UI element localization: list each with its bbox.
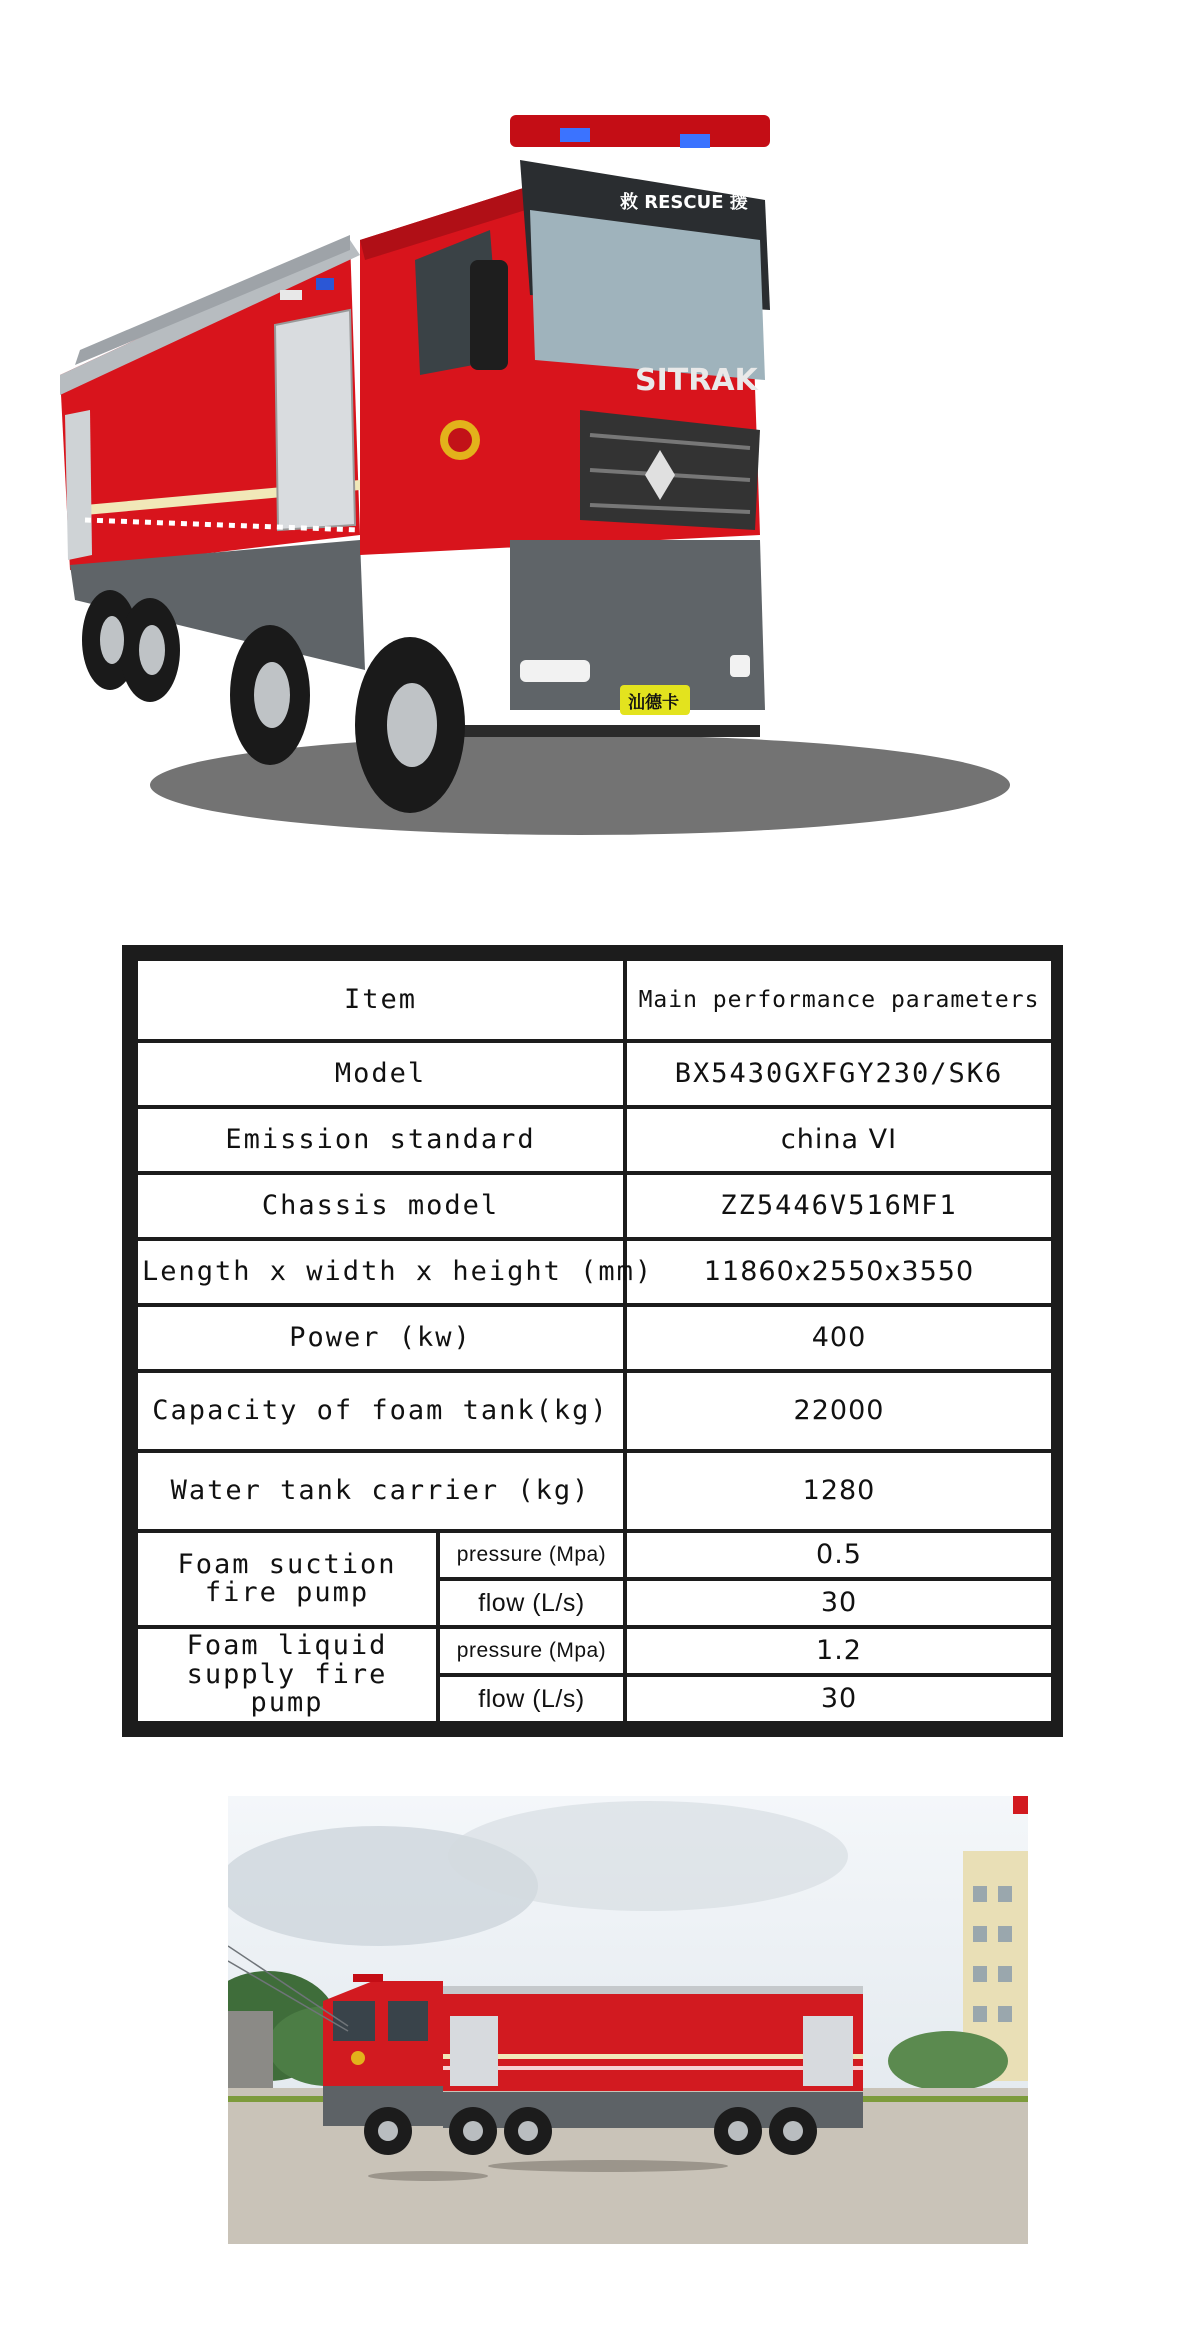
table-row [136,1627,1053,1675]
row-label-power: Power (kw) [136,1305,625,1371]
brand-text: SITRAK [635,363,758,398]
photo-truck-image [228,1796,1028,2244]
param-name-flow: flow (L/s) [438,1675,625,1723]
group-label-foam-suction: Foam suction fire pump [136,1531,438,1627]
param-name-pressure: pressure (Mpa) [438,1627,625,1675]
table-row [136,1239,1053,1305]
table-row [136,1041,1053,1107]
row-value-power: 400 [625,1305,1053,1371]
table-row [136,1107,1053,1173]
spec-table [134,957,1055,1725]
table-row [136,1531,1053,1579]
table-row [136,1371,1053,1451]
row-label-foam-tank: Capacity of foam tank(kg) [136,1371,625,1451]
param-name-flow: flow (L/s) [438,1579,625,1627]
header-main-parameters: Main performance parameters [625,959,1053,1041]
row-label-model: Model [136,1041,625,1107]
spec-table-frame [122,945,1063,1737]
cab-badge-text: 救 RESCUE 援 [620,192,748,213]
table-row [136,1173,1053,1239]
row-value-water-tank: 1280 [625,1451,1053,1531]
param-value-flow: 30 [625,1675,1053,1723]
table-row [136,1451,1053,1531]
header-item: Item [136,959,625,1041]
param-name-pressure: pressure (Mpa) [438,1531,625,1579]
row-label-chassis: Chassis model [136,1173,625,1239]
hero-truck-image [60,110,1120,870]
param-value-flow: 30 [625,1579,1053,1627]
row-label-dimensions: Length x width x height (mm) [136,1239,625,1305]
row-value-emission: china VI [625,1107,1053,1173]
row-value-chassis: ZZ5446V516MF1 [625,1173,1053,1239]
group-label-foam-liquid-supply: Foam liquid supply fire pump [136,1627,438,1723]
row-label-water-tank: Water tank carrier (kg) [136,1451,625,1531]
row-value-model: BX5430GXFGY230/SK6 [625,1041,1053,1107]
table-row [136,1305,1053,1371]
row-label-emission: Emission standard [136,1107,625,1173]
param-value-pressure: 0.5 [625,1531,1053,1579]
table-header-row [136,959,1053,1041]
row-value-dimensions: 11860x2550x3550 [625,1239,1053,1305]
param-value-pressure: 1.2 [625,1627,1053,1675]
row-value-foam-tank: 22000 [625,1371,1053,1451]
plate-text: 汕德卡 [628,693,679,713]
